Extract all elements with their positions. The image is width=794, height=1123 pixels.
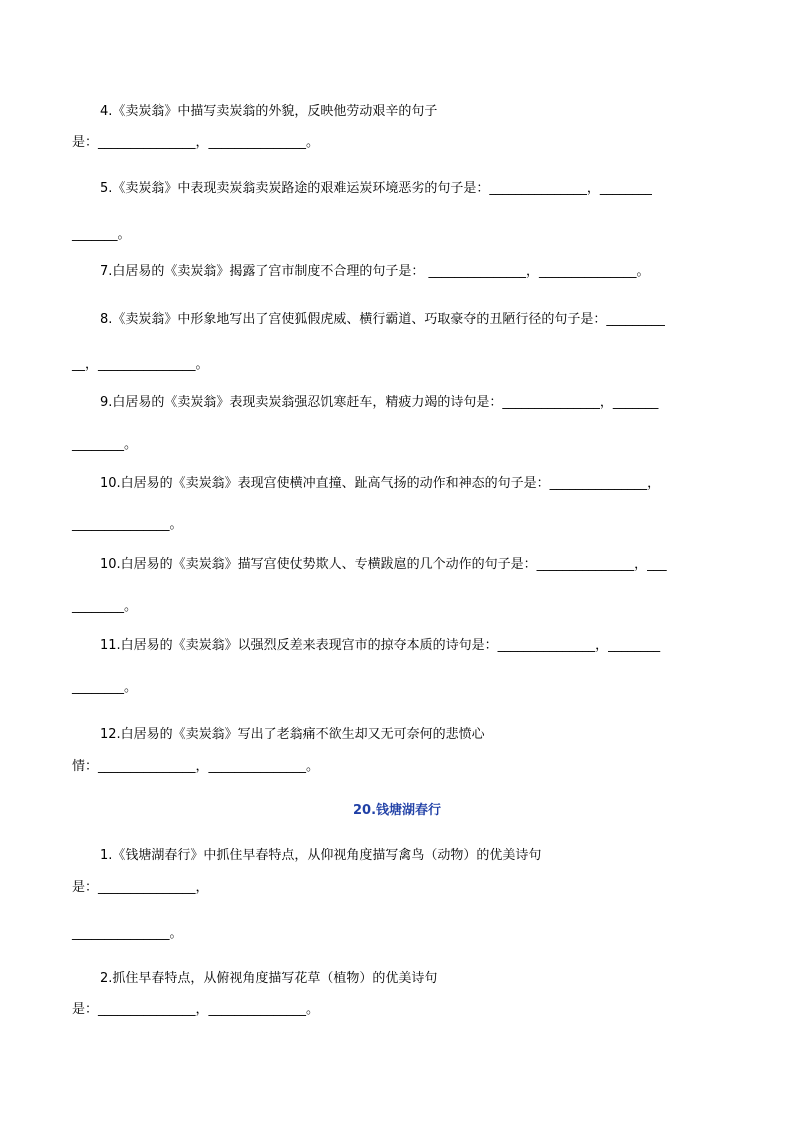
question-11-answer-line: ________。 bbox=[72, 680, 138, 695]
question-12-answer-line: 情：_______________，_______________。 bbox=[72, 759, 320, 774]
section-title: 20.钱塘湖春行 bbox=[352, 803, 442, 818]
question-10b-text: 10.白居易的《卖炭翁》描写宫使仗势欺人、专横跋扈的几个动作的句子是：_______________，___ bbox=[100, 557, 667, 572]
question-9-text: 9.白居易的《卖炭翁》表现卖炭翁强忍饥寒赶车，精疲力竭的诗句是：_______________，_______ bbox=[100, 395, 659, 410]
section-question-2-answer-line: 是：_______________，_______________。 bbox=[72, 1002, 320, 1017]
section-question-2-text: 2.抓住早春特点，从俯视角度描写花草（植物）的优美诗句 bbox=[100, 971, 438, 986]
question-10b-answer-line: ________。 bbox=[72, 599, 138, 614]
question-7-text: 7.白居易的《卖炭翁》揭露了宫市制度不合理的句子是： _______________，_______________。 bbox=[100, 264, 650, 279]
question-5-answer-line: _______。 bbox=[72, 227, 131, 242]
section-question-1-answer-line: 是：_______________， bbox=[72, 880, 209, 895]
question-8-answer-line: __，_______________。 bbox=[72, 357, 209, 372]
question-11-text: 11.白居易的《卖炭翁》以强烈反差来表现宫市的掠夺本质的诗句是：_______________，________ bbox=[100, 638, 661, 653]
section-question-1-text: 1.《钱塘湖春行》中抓住早春特点，从仰视角度描写禽鸟（动物）的优美诗句 bbox=[100, 848, 542, 863]
question-4-answer-line: 是：_______________，_______________。 bbox=[72, 135, 320, 150]
question-8-text: 8.《卖炭翁》中形象地写出了宫使狐假虎威、横行霸道、巧取豪夺的丑陋行径的句子是：_________ bbox=[100, 312, 665, 327]
question-9-answer-line: ________。 bbox=[72, 437, 138, 452]
section-question-1-answer-line-2: _______________。 bbox=[72, 926, 183, 941]
question-10a-text: 10.白居易的《卖炭翁》表现宫使横冲直撞、趾高气扬的动作和神态的句子是：_______________， bbox=[100, 476, 661, 491]
question-4-text: 4.《卖炭翁》中描写卖炭翁的外貌，反映他劳动艰辛的句子 bbox=[100, 104, 438, 119]
question-10a-answer-line: _______________。 bbox=[72, 517, 183, 532]
question-5-text: 5.《卖炭翁》中表现卖炭翁卖炭路途的艰难运炭环境恶劣的句子是：_______________，________ bbox=[100, 181, 652, 196]
question-12-text: 12.白居易的《卖炭翁》写出了老翁痛不欲生却又无可奈何的悲愤心 bbox=[100, 727, 485, 742]
